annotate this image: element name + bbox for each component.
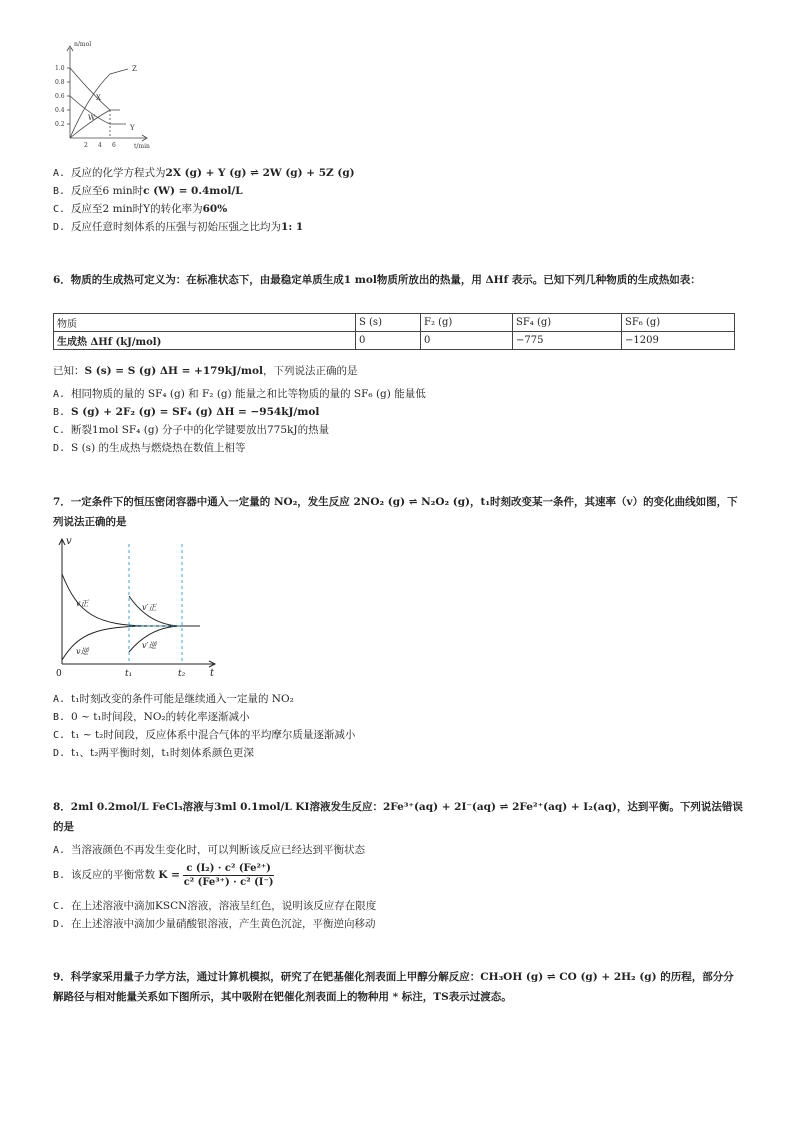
q7-option-a[interactable]	[53, 692, 294, 707]
table-cell: −775	[513, 332, 622, 350]
q5-y-tick: 0.6	[55, 93, 65, 100]
option-text: t₁时刻改变的条件可能是继续通入一定量的 NO₂	[71, 693, 294, 705]
table-cell: 0	[421, 332, 513, 350]
q5-option-b[interactable]	[53, 184, 243, 199]
table-row	[54, 314, 735, 332]
option-text: 该反应的平衡常数	[71, 869, 156, 881]
q5-option-c[interactable]	[53, 202, 227, 217]
option-text: 反应的化学方程式为	[71, 167, 166, 179]
q5-y-tick: 0.4	[55, 107, 65, 114]
known-equation: S (s) = S (g) ΔH = +179kJ/mol	[84, 365, 263, 377]
option-key: A.	[53, 694, 66, 705]
option-key: A.	[53, 845, 66, 856]
q7-v-reverse-label: v逆	[76, 647, 89, 656]
option-text: 反应任意时刻体系的压强与初始压强之比均为	[71, 221, 282, 233]
known-prefix: 已知：	[53, 365, 85, 377]
table-header-cell: S (s)	[356, 314, 421, 332]
q6-option-d[interactable]	[53, 441, 246, 456]
option-text: 在上述溶液中滴加少量硝酸银溶液，产生黄色沉淀，平衡逆向移动	[71, 918, 376, 930]
q5-option-a[interactable]	[53, 166, 355, 181]
q7-v-forward-prime-label: v′正	[142, 603, 157, 612]
option-text: 反应至6 min时	[71, 185, 144, 197]
q7-option-d[interactable]	[53, 746, 254, 761]
q8-option-c[interactable]	[53, 899, 376, 914]
q7-t1-label: t₁	[125, 669, 133, 679]
q9-stem: 9．科学家采用量子力学方法，通过计算机模拟，研究了在钯基催化剂表面上甲醇分解反应：CH₃OH (g) ⇌ CO (g) + 2H₂ (g) 的历程，部分分解路径与相对能量关系如下图所示，其中吸附在钯催化剂表面上的物种用 * 标注，TS表示过渡态。	[53, 971, 734, 1003]
option-key: B.	[53, 712, 66, 723]
q6-option-c[interactable]	[53, 423, 329, 438]
option-text: t₁ ~ t₂时间段，反应体系中混合气体的平均摩尔质量逐渐减小	[71, 729, 356, 741]
option-text: S (g) + 2F₂ (g) = SF₄ (g) ΔH = −954kJ/mol	[71, 406, 320, 418]
q5-x-tick: 6	[112, 142, 116, 149]
table-row-label: 生成热 ΔHf (kJ/mol)	[54, 332, 356, 350]
table-row	[54, 332, 735, 350]
q7-stem: 7．一定条件下的恒压密闭容器中通入一定量的 NO₂，发生反应 2NO₂ (g) ⇌ N₂O₂ (g)，t₁时刻改变某一条件，其速率（v）的变化曲线如图，下列说法正确的是	[53, 496, 738, 528]
table-cell: 0	[356, 332, 421, 350]
option-math: 1: 1	[281, 221, 304, 233]
q7-y-axis-label: v	[66, 536, 72, 547]
q8-stem: 8．2ml 0.2mol/L FeCl₃溶液与3ml 0.1mol/L KI溶液发生反应：2Fe³⁺(aq) + 2I⁻(aq) ⇌ 2Fe²⁺(aq) + I₂(aq)，达到平衡。下列说法错误的是	[53, 801, 743, 833]
option-key: D.	[53, 222, 66, 233]
q5-curve-x	[70, 68, 120, 110]
q5-label-w: W	[88, 114, 96, 122]
q5-y-tick: 0.8	[55, 79, 65, 86]
option-key: D.	[53, 443, 66, 454]
q5-y-axis-label: n/mol	[74, 41, 92, 48]
option-text: S (s) 的生成热与燃烧热在数值上相等	[71, 442, 246, 454]
option-math: 2X (g) + Y (g) ⇌ 2W (g) + 5Z (g)	[165, 167, 355, 179]
q7-origin-label: 0	[56, 669, 62, 679]
option-key: A.	[53, 168, 66, 179]
q5-y-tick: 0.2	[55, 121, 65, 128]
q5-label-x: X	[96, 94, 101, 102]
option-key: C.	[53, 425, 66, 436]
fraction-numerator: c (I₂) · c² (Fe²⁺)	[183, 862, 274, 876]
option-key: A.	[53, 389, 66, 400]
option-key: C.	[53, 204, 66, 215]
q5-option-d[interactable]	[53, 220, 303, 235]
known-suffix: ，下列说法正确的是	[262, 365, 358, 377]
equilibrium-constant-fraction	[183, 862, 274, 889]
option-key: C.	[53, 730, 66, 741]
q7-t2-label: t₂	[178, 669, 186, 679]
equilibrium-constant-lhs: K =	[158, 869, 180, 881]
option-key: B.	[53, 407, 66, 418]
option-text: 在上述溶液中滴加KSCN溶液，溶液呈红色，说明该反应存在限度	[71, 900, 377, 912]
q7-graph	[52, 534, 227, 682]
q5-x-tick: 2	[84, 142, 88, 149]
option-text: t₁、t₂两平衡时刻，t₁时刻体系颜色更深	[71, 747, 254, 759]
option-text: 当溶液颜色不再发生变化时，可以判断该反应已经达到平衡状态	[71, 844, 366, 856]
table-header-cell: SF₄ (g)	[513, 314, 622, 332]
option-text: 相同物质的量的 SF₄ (g) 和 F₂ (g) 能量之和比等物质的量的 SF₆ (g) 能量低	[71, 388, 426, 400]
q7-v-forward-label: v正	[76, 599, 89, 608]
q7-option-c[interactable]	[53, 728, 355, 743]
option-math: 60%	[202, 203, 228, 215]
table-header-cell: F₂ (g)	[421, 314, 513, 332]
option-text: 0 ~ t₁时间段，NO₂的转化率逐渐减小	[71, 711, 250, 723]
q5-graph	[52, 38, 152, 153]
q7-x-axis-label: t	[210, 668, 215, 679]
q7-v-reverse-prime-label: v′逆	[142, 641, 157, 650]
q5-label-y: Y	[130, 124, 135, 132]
q6-option-b[interactable]	[53, 405, 319, 420]
q6-known	[53, 364, 357, 378]
q8-option-d[interactable]	[53, 917, 376, 932]
option-text: 反应至2 min时Y的转化率为	[71, 203, 203, 215]
table-cell: −1209	[622, 332, 735, 350]
q6-stem: 6．物质的生成热可定义为：在标准状态下，由最稳定单质生成1 mol物质所放出的热量，用 ΔHf 表示。已知下列几种物质的生成热如表：	[53, 274, 701, 286]
q6-table	[53, 313, 735, 350]
option-text: 断裂1mol SF₄ (g) 分子中的化学键要放出775kJ的热量	[71, 424, 330, 436]
option-key: D.	[53, 748, 66, 759]
option-key: C.	[53, 901, 66, 912]
fraction-denominator: c² (Fe³⁺) · c² (I⁻)	[183, 876, 274, 888]
option-key: D.	[53, 919, 66, 930]
q5-y-tick: 1.0	[55, 65, 65, 72]
q5-x-tick: 4	[98, 142, 102, 149]
option-math: c (W) = 0.4mol/L	[143, 185, 243, 197]
q6-option-a[interactable]	[53, 387, 426, 402]
q7-option-b[interactable]	[53, 710, 250, 725]
q5-label-z: Z	[132, 65, 137, 73]
table-header-cell: SF₆ (g)	[622, 314, 735, 332]
table-header-cell: 物质	[54, 314, 356, 332]
q5-x-axis-label: t/min	[134, 143, 150, 150]
option-key: B.	[53, 186, 66, 197]
q8-option-b[interactable]	[53, 856, 274, 895]
option-key: B.	[53, 870, 66, 881]
